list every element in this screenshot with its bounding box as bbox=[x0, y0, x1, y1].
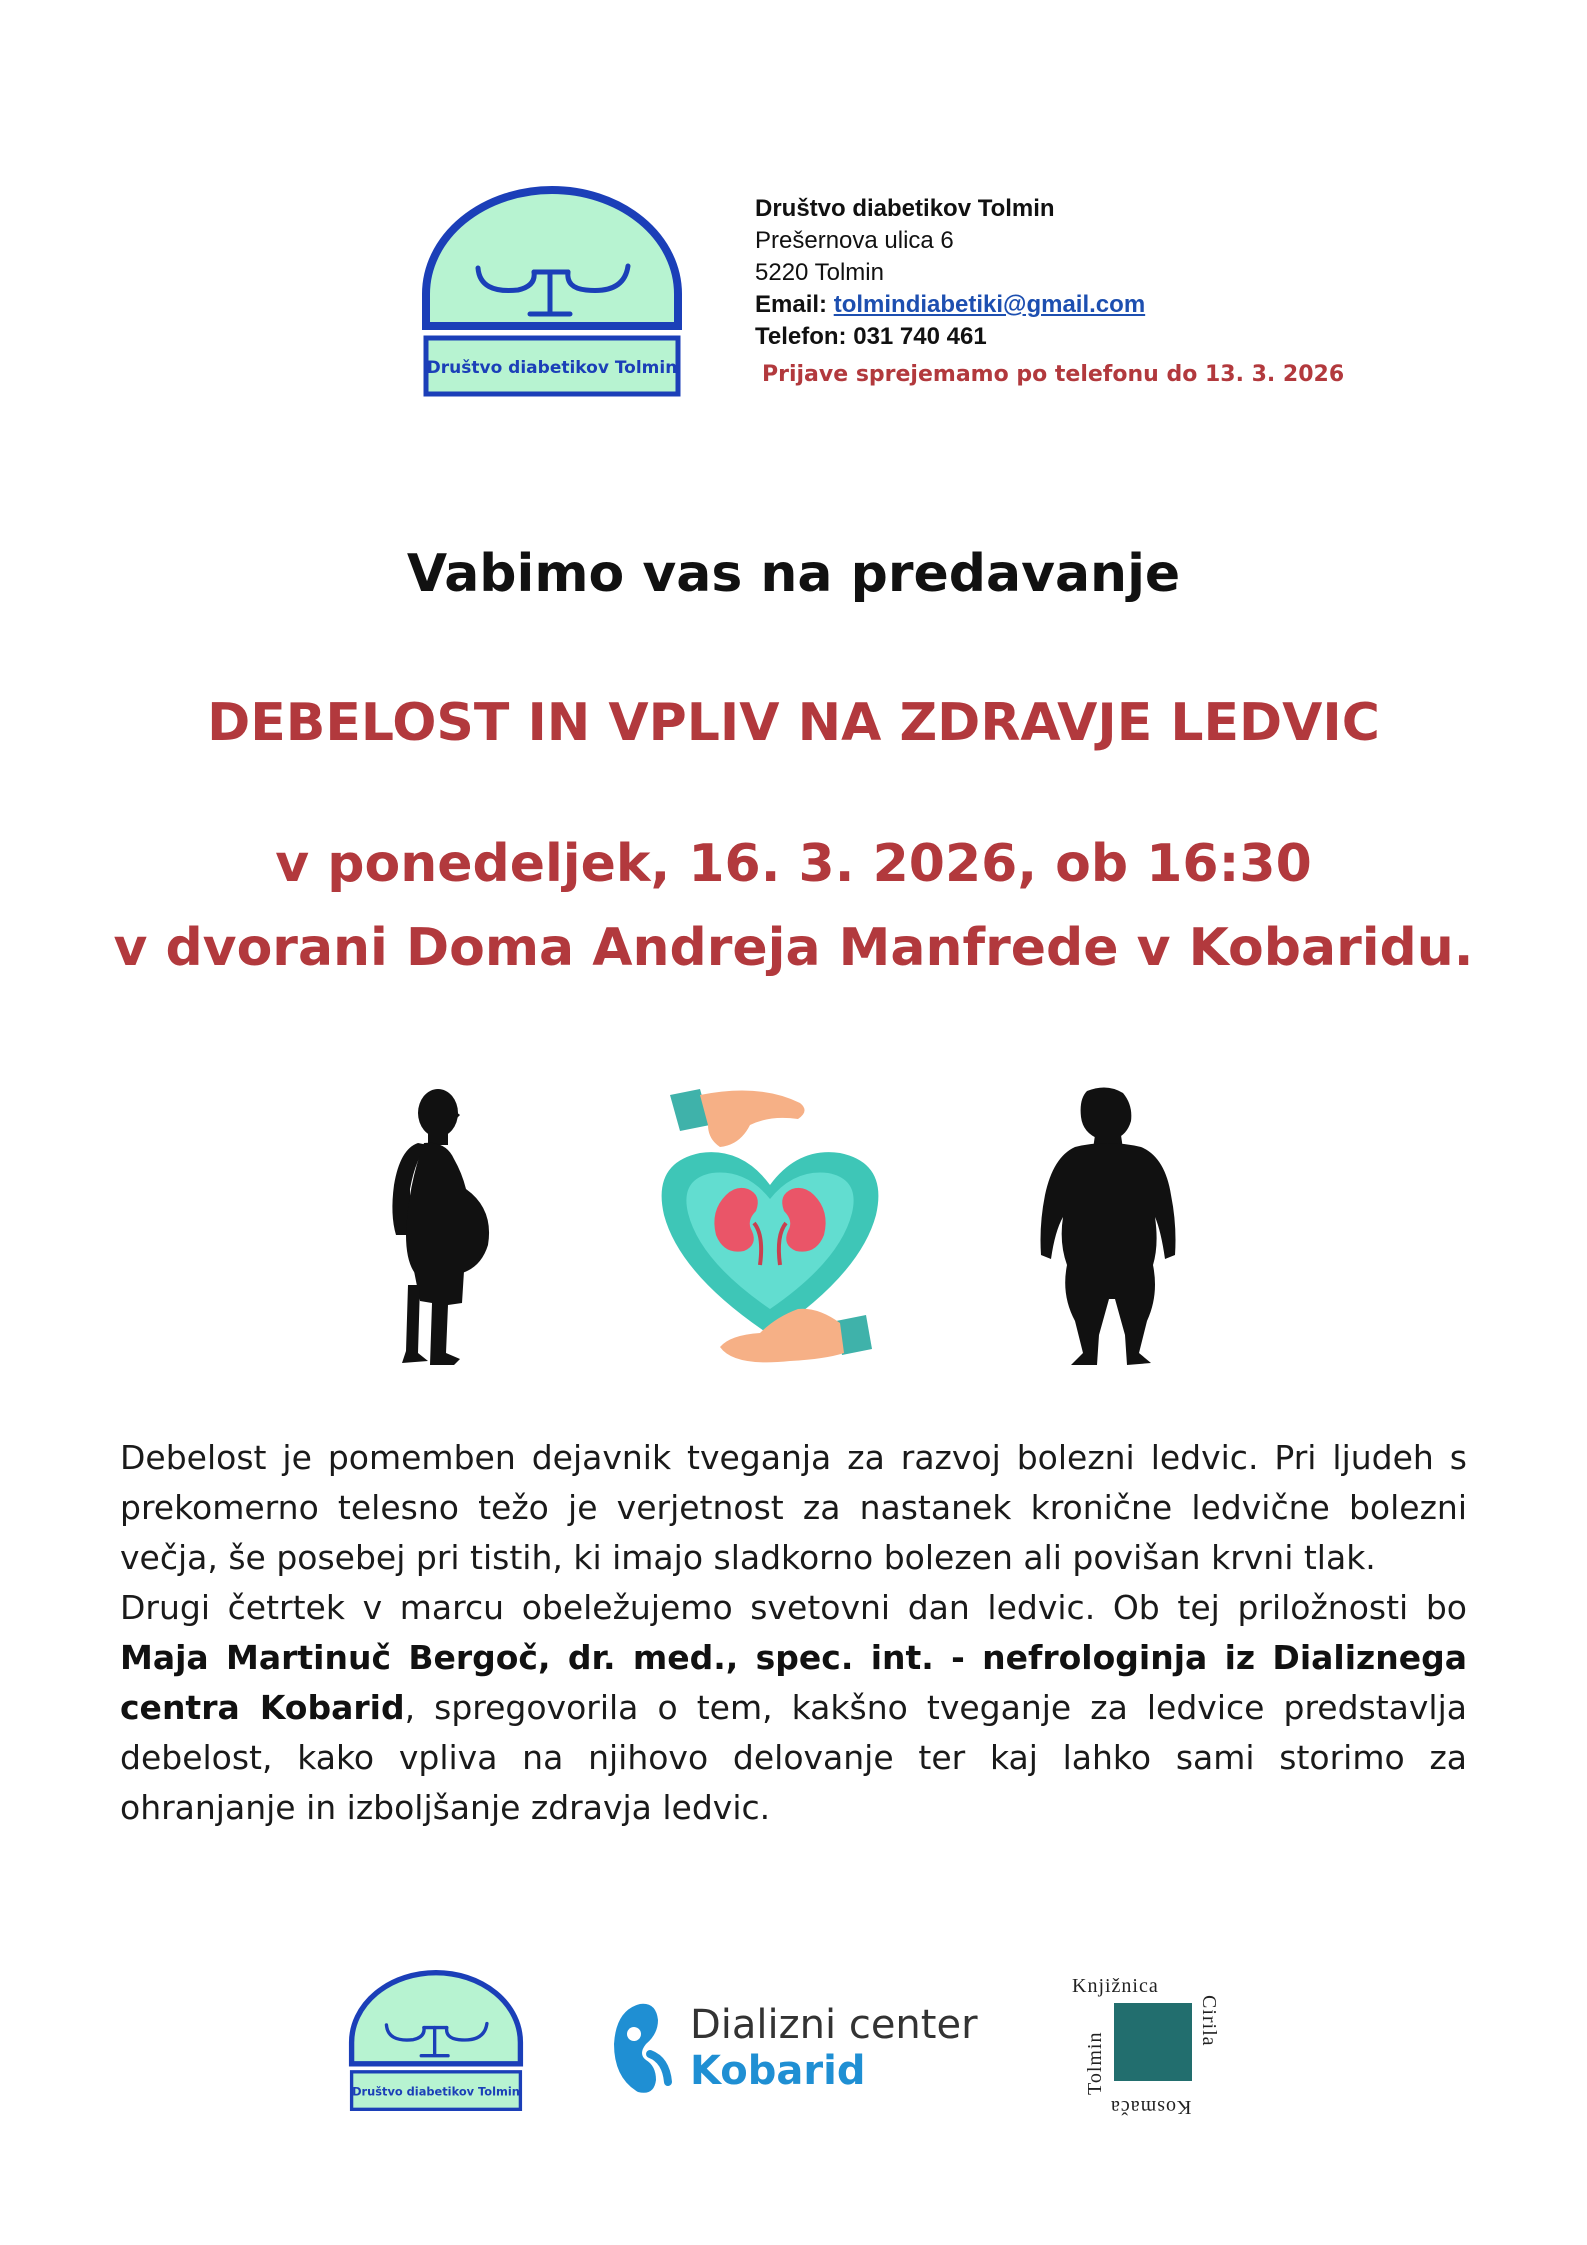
paragraph-2-intro: Drugi četrtek v marcu obeležujemo svetovni dan ledvic. Ob tej priložnosti bo bbox=[120, 1588, 1467, 1627]
description-paragraph-1: Debelost je pomemben dejavnik tveganja za razvoj bolezni ledvic. Pri ljudeh s prekomerno telesno težo je verjetnost za nastanek kronične ledvične bolezni večja, še posebej pri tistih, ki imajo sladkorno bolezen ali povišan krvni tlak. bbox=[120, 1438, 1467, 1577]
hands-heart-kidney-icon bbox=[650, 1085, 890, 1367]
library-word-2: Cirila bbox=[1198, 1995, 1220, 2047]
organization-info bbox=[755, 193, 1145, 353]
society-logo-footer bbox=[346, 1970, 526, 2112]
organization-email bbox=[755, 289, 1145, 321]
library-square bbox=[1114, 2003, 1192, 2081]
paragraph-2-rest: , spregovorila o tem, kakšno tveganje za ledvice predstavlja debelost, kako vpliva na njihovo delovanje ter kaj lahko sami storimo za ohranjanje in izboljšanje zdravja ledvic. bbox=[120, 1688, 1467, 1827]
registration-deadline: Prijave sprejemamo po telefonu do 13. 3. 2026 bbox=[762, 362, 1345, 387]
kidney-logo-icon bbox=[610, 2000, 676, 2096]
invitation-heading: Vabimo vas na predavanje bbox=[406, 544, 1181, 604]
library-word-3: Kosmača bbox=[1110, 2096, 1192, 2118]
library-word-4: Tolmin bbox=[1084, 2031, 1106, 2095]
event-date-time: v ponedeljek, 16. 3. 2026, ob 16:30 bbox=[275, 834, 1312, 894]
library-word-1: Knjižnica bbox=[1072, 1975, 1159, 1997]
organization-city: 5220 Tolmin bbox=[755, 259, 884, 286]
society-logo bbox=[418, 186, 686, 398]
library-logo bbox=[1070, 1975, 1240, 2118]
organization-street: Prešernova ulica 6 bbox=[755, 227, 954, 254]
obese-woman-silhouette-icon bbox=[1035, 1085, 1180, 1367]
organization-name: Društvo diabetikov Tolmin bbox=[755, 195, 1055, 222]
email-label: Email: bbox=[755, 291, 828, 318]
lecture-topic: DEBELOST IN VPLIV NA ZDRAVJE LEDVIC bbox=[207, 693, 1380, 753]
logo-label-footer: Društvo diabetikov Tolmin bbox=[352, 2084, 520, 2099]
dializni-line-2: Kobarid bbox=[690, 2048, 866, 2094]
organization-phone: Telefon: 031 740 461 bbox=[755, 323, 987, 350]
description-paragraph-2 bbox=[120, 1583, 1467, 1833]
upper-hand-icon bbox=[670, 1089, 805, 1147]
dializni-center-logo bbox=[610, 1998, 995, 2098]
logo-label: Društvo diabetikov Tolmin bbox=[426, 358, 678, 378]
dializni-line-1: Dializni center bbox=[690, 2002, 978, 2048]
speaker-name: Maja Martinuč Bergoč, dr. med., spec. int. - nefrologinja iz Dializnega centra Kobarid bbox=[120, 1638, 1467, 1727]
lecture-description bbox=[120, 1433, 1467, 1833]
obese-man-silhouette-icon bbox=[388, 1085, 500, 1367]
event-location: v dvorani Doma Andreja Manfrede v Kobaridu. bbox=[113, 918, 1474, 978]
lower-hand-icon bbox=[720, 1309, 872, 1363]
email-link[interactable]: tolmindiabetiki@gmail.com bbox=[833, 291, 1146, 318]
